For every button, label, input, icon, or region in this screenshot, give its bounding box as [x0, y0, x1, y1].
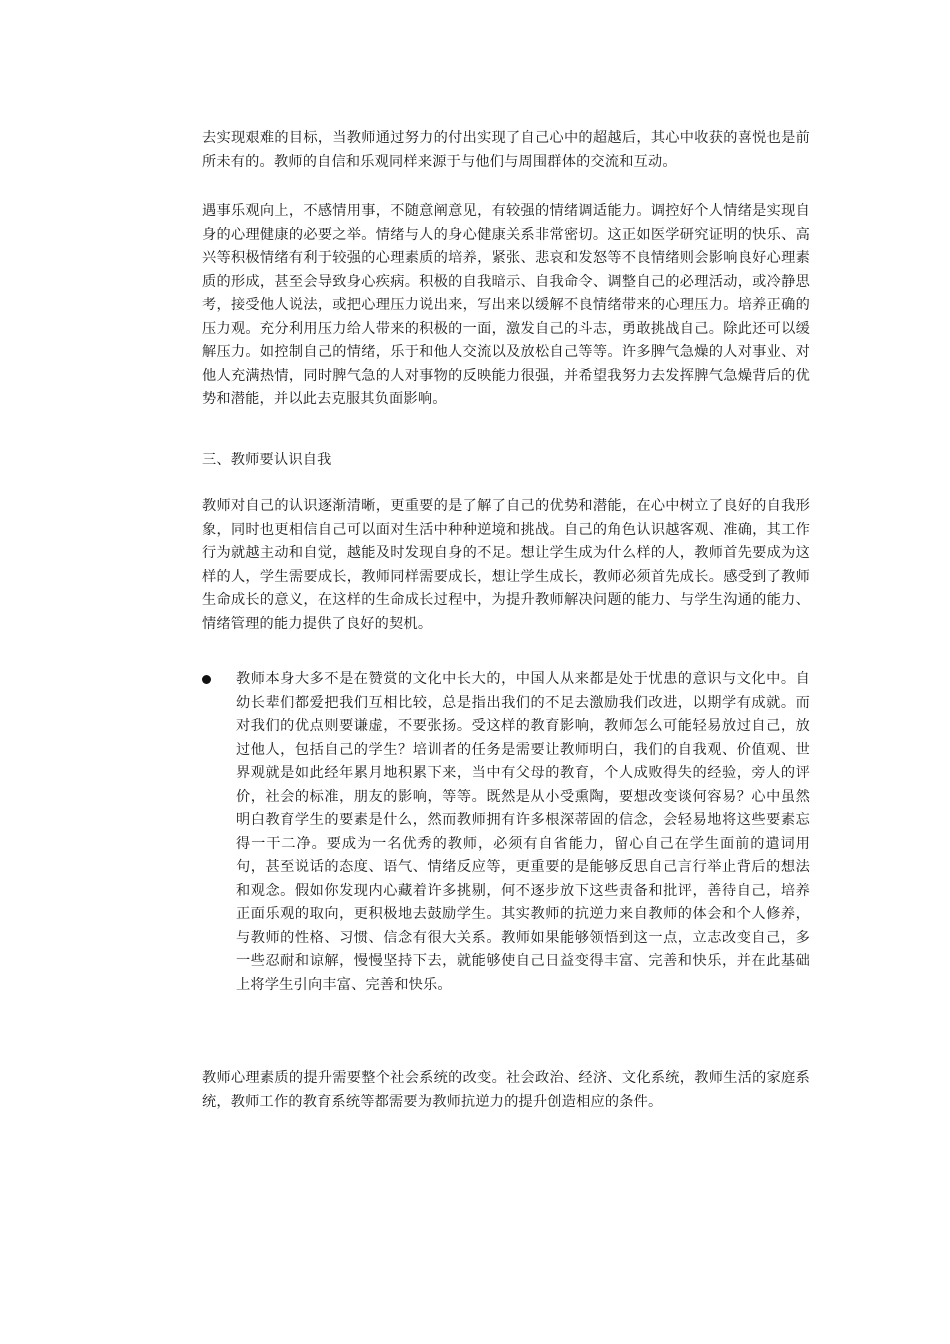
bullet-dot-icon	[202, 675, 211, 684]
paragraph-teacher-confidence: 去实现艰难的目标，当教师通过努力的付出实现了自己心中的超越后，其心中收获的喜悦也是前所未有的。教师的自信和乐观同样来源于与他们与周围群体的交流和互动。	[202, 130, 810, 170]
bullet-item-text: 教师本身大多不是在赞赏的文化中长大的，中国人从来都是处于忧患的意识与文化中。自幼长辈们都爱把我们互相比较，总是指出我们的不足去激励我们改进，以期学有成就。而对我们的优点则要谦虚，不要张扬。受这样的教育影响，教师怎么可能轻易放过自己，放过他人，包括自己的学生？培训者的任务是需要让教师明白，我们的自我观、价值观、世界观就是如此经年累月地积累下来，当中有父母的教育，个人成败得失的经验，旁人的评价，社会的标准，朋友的影响，等等。既然是从小受熏陶，要想改变谈何容易？心中虽然明白教育学生的要素是什么，然而教师拥有许多根深蒂固的信念，会轻易地将这些要素忘得一干二净。要成为一名优秀的教师，必须有自省能力，留心自己在学生面前的遣词用句，甚至说话的态度、语气、情绪反应等，更重要的是能够反思自己言行举止背后的想法和观念。假如你发现内心藏着许多挑剔，何不逐步放下这些责备和批评，善待自己，培养正面乐观的取向，更积极地去鼓励学生。其实教师的抗逆力来自教师的体会和个人修养，与教师的性格、习惯、信念有很大关系。教师如果能够领悟到这一点，立志改变自己，多一些忍耐和谅解，慢慢坚持下去，就能够使自己日益变得丰富、完善和快乐，并在此基础上将学生引向丰富、完善和快乐。	[236, 671, 810, 993]
paragraph-emotion-regulation: 遇事乐观向上，不感情用事，不随意阐意见，有较强的情绪调适能力。调控好个人情绪是实现自身的心理健康的必要之举。情绪与人的身心健康关系非常密切。这正如医学研究证明的快乐、高兴等积极情绪有利于较强的心理素质的培养，紧张、悲哀和发怒等不良情绪则会影响良好心理素质的形成，甚至会导致身心疾病。积极的自我暗示、自我命令、调整自己的必理活动，或冷静思考，接受他人说法，或把心理压力说出来，写出来以缓解不良情绪带来的心理压力。培养正确的压力观。充分利用压力给人带来的积极的一面，激发自己的斗志，勇敢挑战自己。除此还可以缓解压力。如控制自己的情绪，乐于和他人交流以及放松自己等等。许多脾气急燥的人对事业、对他人充满热情，同时脾气急的人对事物的反映能力很强，并希望我努力去发挥脾气急燥背后的优势和潜能，并以此去克服其负面影响。	[202, 203, 810, 407]
paragraph-social-system: 教师心理素质的提升需要整个社会系统的改变。社会政治、经济、文化系统，教师生活的家庭系统，教师工作的教育系统等都需要为教师抗逆力的提升创造相应的条件。	[202, 1070, 810, 1110]
bullet-list-item	[202, 668, 810, 997]
section-heading: 三、教师要认识自我	[202, 452, 332, 468]
paragraph-self-awareness: 教师对自己的认识逐渐清晰，更重要的是了解了自己的优势和潜能，在心中树立了良好的自我形象，同时也更相信自己可以面对生活中种种逆境和挑战。自己的角色认识越客观、准确，其工作行为就越主动和自觉，越能及时发现自身的不足。想让学生成为什么样的人，教师首先要成为这样的人，学生需要成长，教师同样需要成长，想让学生成长，教师必须首先成长。感受到了教师生命成长的意义，在这样的生命成长过程中，为提升教师解决问题的能力、与学生沟通的能力、情绪管理的能力提供了良好的契机。	[202, 498, 810, 632]
